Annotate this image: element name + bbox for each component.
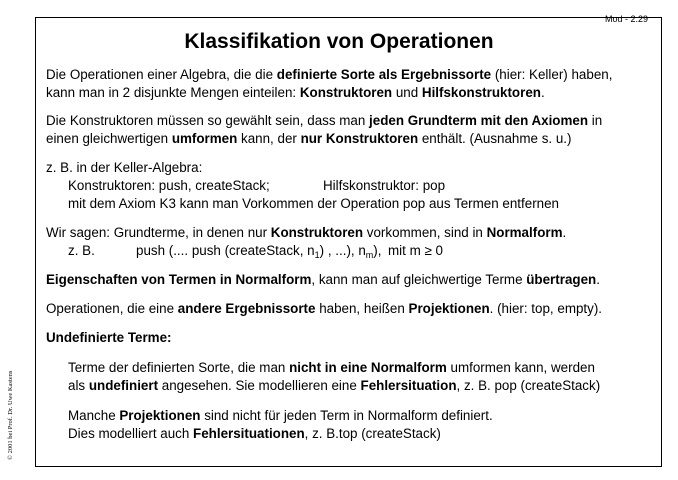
paragraph-projection-errors xyxy=(46,407,654,443)
heading-text: Undefinierte Terme: xyxy=(46,330,172,345)
text: haben, heißen xyxy=(315,301,409,316)
paragraph-sorts xyxy=(46,66,654,102)
emphasis: nur Konstruktoren xyxy=(300,131,419,146)
emphasis: Fehlersituation xyxy=(360,378,457,393)
text: einen gleichwertigen xyxy=(46,131,172,146)
emphasis: jeden Grundterm mit den Axiomen xyxy=(369,113,589,128)
text: enthält. (Ausnahme s. u.) xyxy=(418,131,572,146)
subscript: 1 xyxy=(314,250,320,260)
text: (hier: Keller) haben, xyxy=(491,67,613,82)
emphasis: undefiniert xyxy=(88,378,159,393)
paragraph-projections xyxy=(46,300,654,318)
emphasis: nicht in eine Normalform xyxy=(289,360,447,375)
section-heading xyxy=(46,329,654,347)
text: , z. B.top (createStack) xyxy=(304,426,441,441)
slide-title: Klassifikation von Operationen xyxy=(184,30,494,53)
text: . xyxy=(540,85,545,100)
example-label: z. B. xyxy=(68,243,95,258)
text: Die Konstruktoren müssen so gewählt sein, dass man xyxy=(46,113,370,128)
subscript: m xyxy=(365,250,374,260)
paragraph-normal-form xyxy=(46,224,654,260)
axiom-note: mit dem Axiom K3 kann man Vorkommen der Operation pop aus Termen entfernen xyxy=(68,196,559,211)
emphasis: Normalform xyxy=(486,225,563,240)
emphasis: Hilfskonstruktoren xyxy=(421,85,541,100)
paragraph-undefined-terms xyxy=(46,359,654,395)
page-reference: Mod - 2.29 xyxy=(604,14,648,24)
emphasis: übertragen xyxy=(526,272,597,287)
term-part: ) , ...), n xyxy=(319,243,366,258)
example-term xyxy=(136,242,388,260)
text: vorkommen, sind in xyxy=(363,225,487,240)
text: Wir sagen: Grundterme, in denen nur xyxy=(46,225,271,240)
text: Operationen, die eine xyxy=(46,301,178,316)
emphasis: Eigenschaften von Termen in Normalform xyxy=(46,272,312,287)
emphasis: Projektionen xyxy=(119,408,201,423)
constructors-list: Konstruktoren: push, createStack; xyxy=(68,178,270,193)
text: und xyxy=(392,85,422,100)
slide-content xyxy=(46,66,654,443)
paragraph-properties xyxy=(46,271,654,289)
term-part: ), xyxy=(373,243,382,258)
text: umformen kann, werden xyxy=(446,360,595,375)
text: kann, der xyxy=(237,131,301,146)
copyright-notice: © 2001 bei Prof. Dr. Uwe Kastens xyxy=(7,370,14,460)
text: sind nicht für jeden Term in Normalform definiert. xyxy=(200,408,493,423)
emphasis: Fehlersituationen xyxy=(193,426,305,441)
text: . xyxy=(562,225,567,240)
emphasis: Konstruktoren xyxy=(299,85,393,100)
text: kann man in 2 disjunkte Mengen einteilen: xyxy=(46,85,300,100)
text: , kann man auf gleichwertige Terme xyxy=(311,272,527,287)
emphasis: Konstruktoren xyxy=(270,225,364,240)
text: Terme der definierten Sorte, die man xyxy=(68,360,290,375)
emphasis: Projektionen xyxy=(408,301,490,316)
text: Die Operationen einer Algebra, die die xyxy=(46,67,277,82)
emphasis: definierte Sorte als Ergebnissorte xyxy=(276,67,492,82)
text: , z. B. pop (createStack) xyxy=(456,378,601,393)
text: z. B. in der Keller-Algebra: xyxy=(46,160,203,175)
emphasis: umformen xyxy=(171,131,238,146)
example-condition: mit m ≥ 0 xyxy=(388,243,443,258)
term-part: push (.... push (createStack, n xyxy=(136,243,315,258)
text: in xyxy=(588,113,603,128)
text: Dies modelliert auch xyxy=(68,426,194,441)
text: . xyxy=(596,272,600,287)
text: als xyxy=(68,378,89,393)
paragraph-constructors xyxy=(46,112,654,148)
text: Manche xyxy=(68,408,120,423)
emphasis: andere Ergebnissorte xyxy=(177,301,316,316)
paragraph-example-stack xyxy=(46,159,654,213)
helper-constructor: Hilfskonstruktor: pop xyxy=(323,178,446,193)
text: angesehen. Sie modellieren eine xyxy=(158,378,361,393)
text: . (hier: top, empty). xyxy=(489,301,603,316)
